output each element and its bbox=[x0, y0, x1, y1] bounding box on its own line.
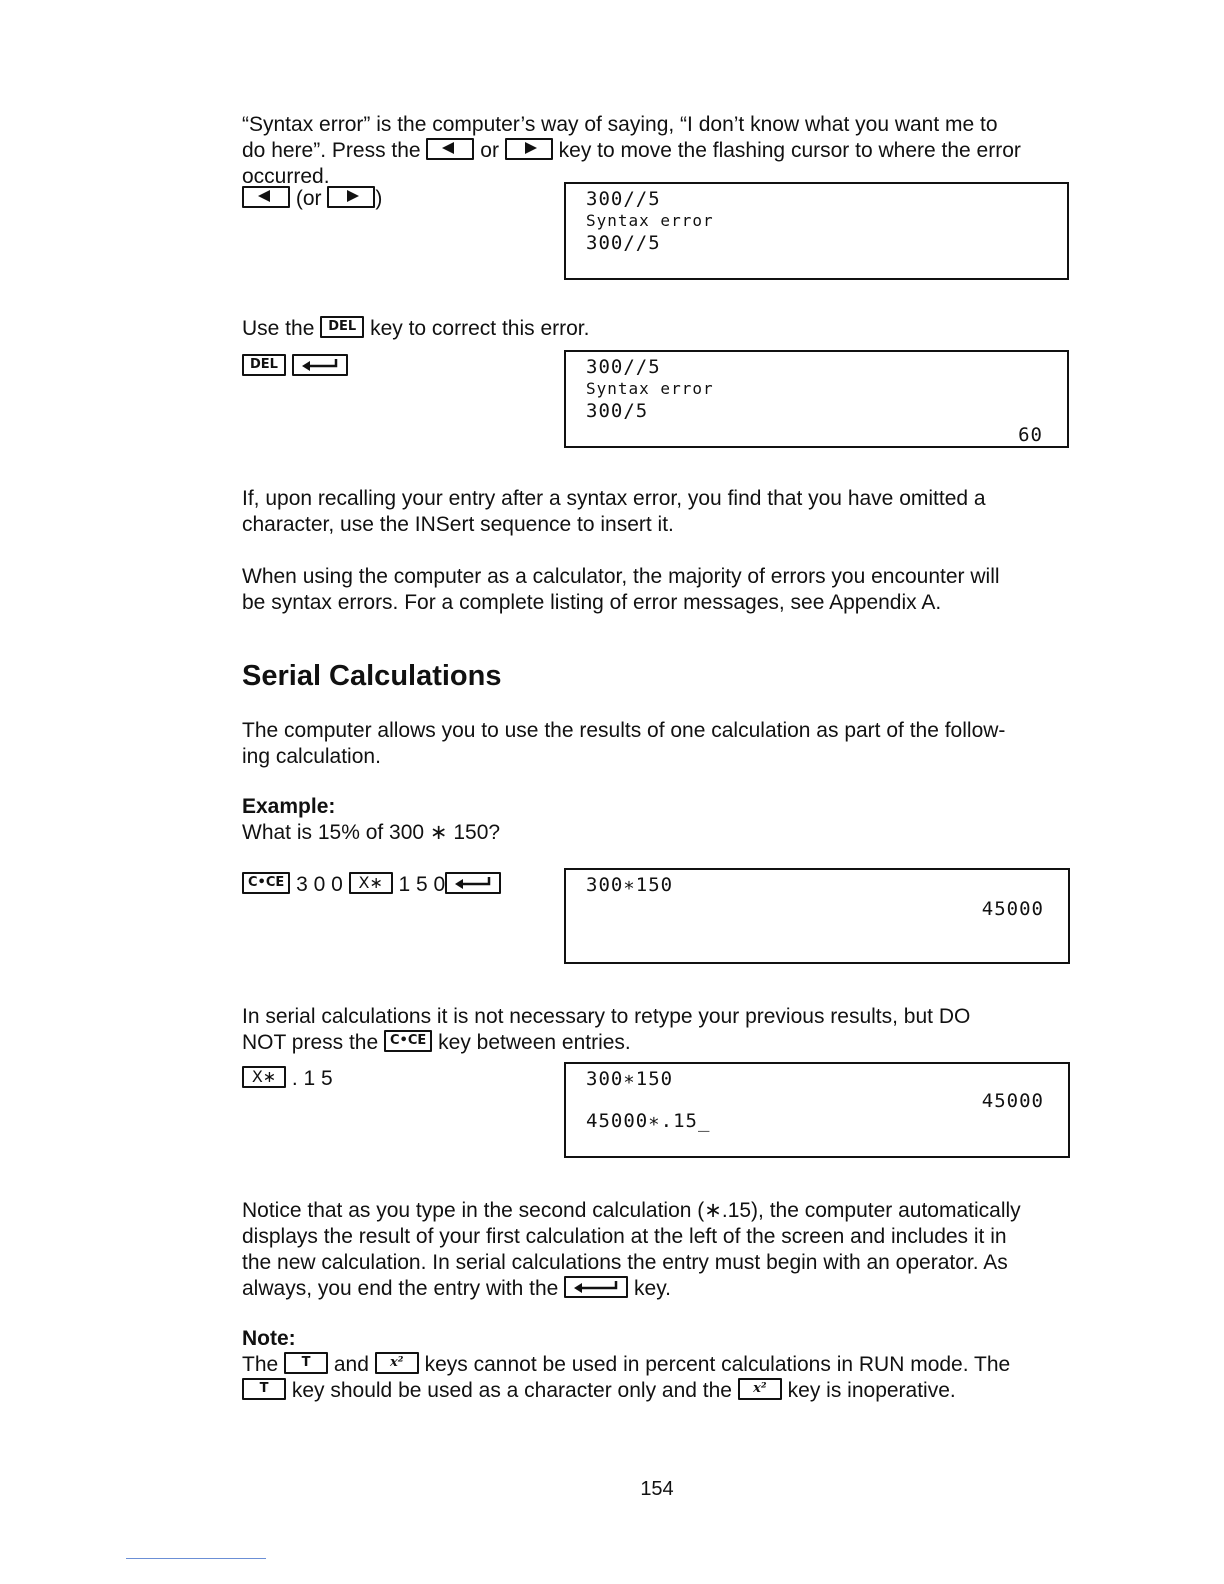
t-key: T bbox=[284, 1352, 328, 1374]
screen-result: 60 bbox=[1018, 424, 1043, 446]
enter-key-icon bbox=[292, 354, 348, 376]
screen-line: 300//5 bbox=[586, 232, 661, 254]
multiply-key: X∗ bbox=[349, 872, 393, 894]
left-arrow-key-icon bbox=[242, 186, 290, 208]
del-paragraph: Use the DEL key to correct this error. bbox=[242, 317, 590, 340]
calculator-paragraph: When using the computer as a calculator, the majority of errors you encounter will be syntax errors. For a complete listing of error messages, see Appendix A. bbox=[242, 565, 1000, 614]
del-key: DEL bbox=[242, 354, 286, 376]
section-heading: Serial Calculations bbox=[242, 660, 502, 692]
screen-line: 300/5 bbox=[586, 400, 649, 422]
screen-line: 300∗150 bbox=[586, 1068, 674, 1090]
del-key: DEL bbox=[320, 316, 364, 338]
multiply-key: X∗ bbox=[242, 1066, 286, 1088]
intro-line-1: “Syntax error” is the computer’s way of saying, “I don’t know what you want me to bbox=[242, 113, 998, 136]
right-arrow-key-icon bbox=[505, 138, 553, 160]
display-screen-2 bbox=[564, 350, 1069, 448]
screen-line: 300∗150 bbox=[586, 874, 674, 896]
clear-key: C•CE bbox=[384, 1030, 432, 1052]
screen-result: 45000 bbox=[981, 898, 1044, 920]
step2-keys bbox=[242, 354, 348, 380]
x-squared-key: x² bbox=[375, 1352, 419, 1374]
left-arrow-key-icon bbox=[426, 138, 474, 160]
retype-paragraph: In serial calculations it is not necessary to retype your previous results, but DO NOT press the C•CE key between entries. bbox=[242, 1005, 971, 1054]
intro-paragraph bbox=[242, 112, 1072, 190]
step4-keys: X∗ . 1 5 bbox=[242, 1066, 333, 1092]
note-label: Note: bbox=[242, 1327, 296, 1350]
footer-divider bbox=[126, 1558, 266, 1559]
step3-keys: C•CE 3 0 0 X∗ 1 5 0 bbox=[242, 872, 501, 898]
t-key: T bbox=[242, 1378, 286, 1400]
intro-line-3: occurred. bbox=[242, 165, 330, 188]
display-screen-1 bbox=[564, 182, 1069, 280]
screen-line: Syntax error bbox=[586, 379, 714, 398]
insert-paragraph: If, upon recalling your entry after a syntax error, you find that you have omitted a character, use the INSert sequence to insert it. bbox=[242, 487, 986, 536]
x-squared-key: x² bbox=[738, 1378, 782, 1400]
screen-result: 45000 bbox=[981, 1090, 1044, 1112]
screen-line: Syntax error bbox=[586, 211, 714, 230]
step1-keys: (or ) bbox=[242, 186, 382, 212]
page-number: 154 bbox=[640, 1478, 674, 1500]
display-screen-4 bbox=[564, 1062, 1070, 1158]
screen-line: 45000∗.15_ bbox=[586, 1110, 711, 1132]
notice-paragraph: Notice that as you type in the second calculation (∗.15), the computer automatically displays the result of your first calculation at the left of the screen and includes it in the new calculation. In serial calculations the entry must begin with an operator. As always, you end the entry with the key. bbox=[242, 1199, 1021, 1300]
right-arrow-key-icon bbox=[327, 186, 375, 208]
example-block bbox=[242, 794, 1072, 846]
display-screen-3 bbox=[564, 868, 1070, 964]
serial-paragraph: The computer allows you to use the results of one calculation as part of the follow- ing calculation. bbox=[242, 719, 1006, 768]
clear-key: C•CE bbox=[242, 872, 290, 894]
enter-key-icon bbox=[564, 1276, 628, 1298]
intro-line-2: do here”. Press the or key to move the flashing cursor to where the error bbox=[242, 139, 1021, 162]
enter-key-icon bbox=[445, 872, 501, 894]
note-block: Note: The T and x² keys cannot be used in percent calculations in RUN mode. The T key should be used as a character only and the x² key is inoperative. bbox=[242, 1326, 1072, 1404]
screen-line: 300//5 bbox=[586, 356, 661, 378]
screen-line: 300//5 bbox=[586, 188, 661, 210]
example-label: Example: bbox=[242, 795, 336, 818]
example-question: What is 15% of 300 ∗ 150? bbox=[242, 821, 501, 844]
